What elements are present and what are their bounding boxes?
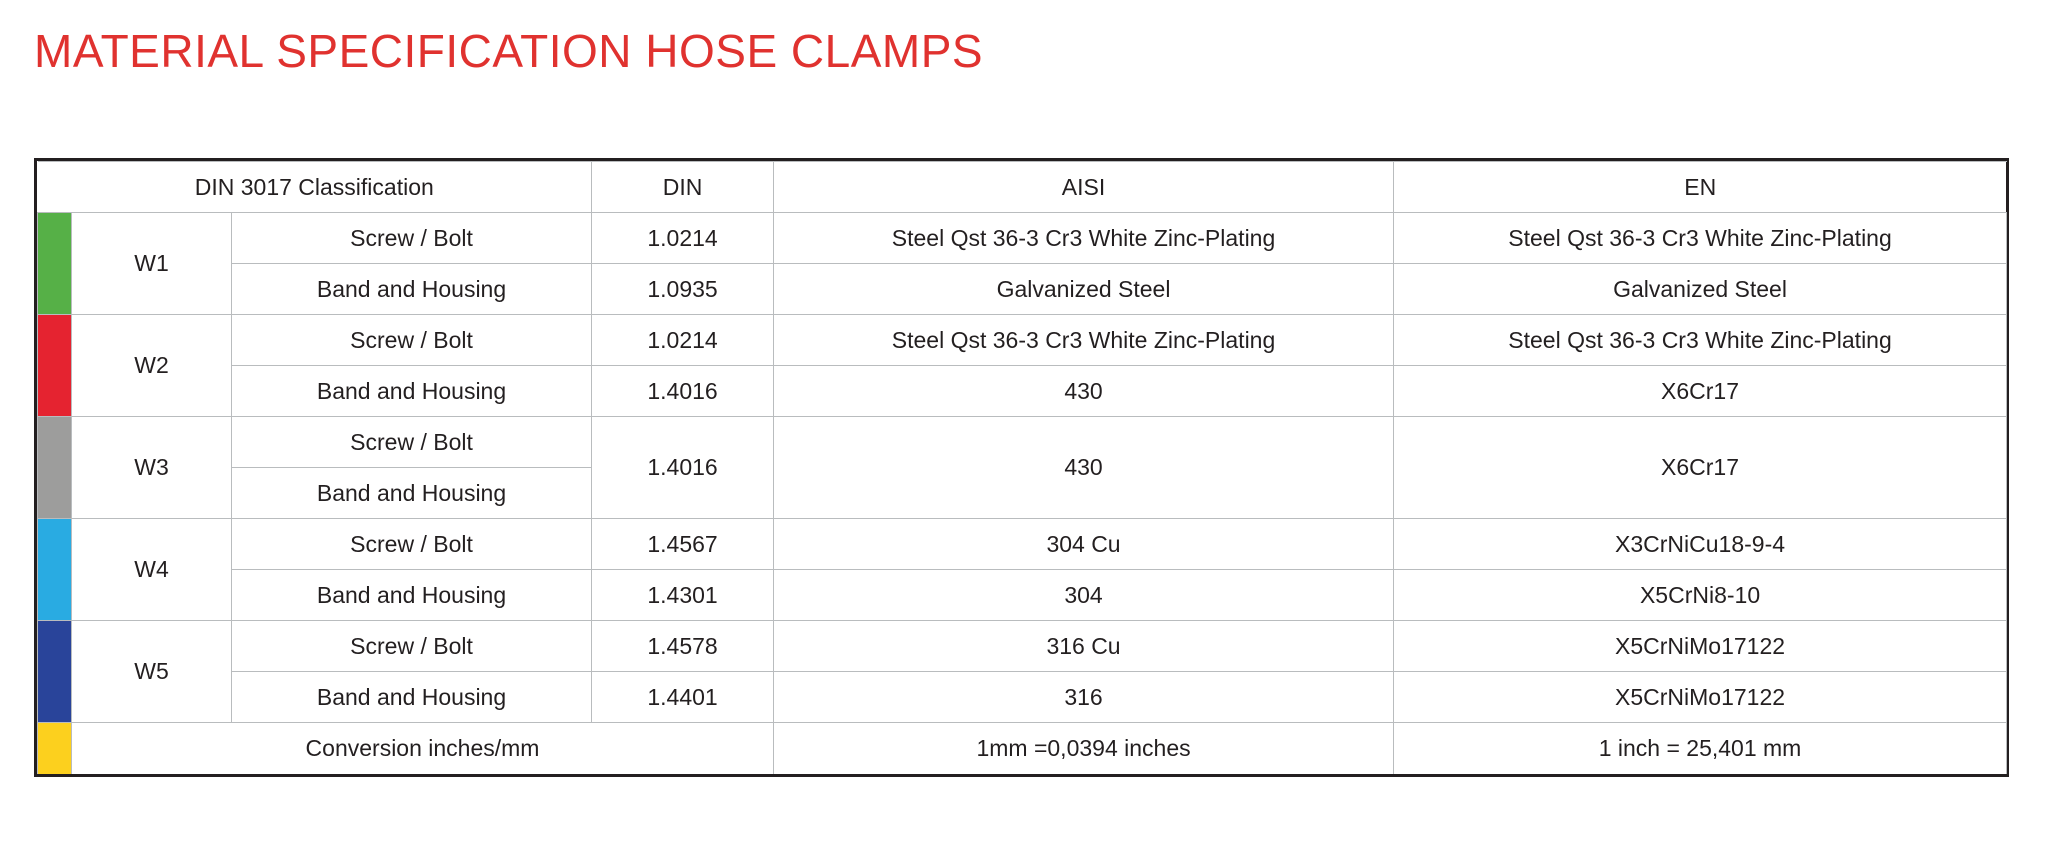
header-classification: DIN 3017 Classification — [38, 162, 592, 213]
din-value: 1.0214 — [592, 213, 774, 264]
din-value: 1.0935 — [592, 264, 774, 315]
class-label-w1: W1 — [72, 213, 232, 315]
part-label: Screw / Bolt — [232, 213, 592, 264]
en-value: X3CrNiCu18-9-4 — [1394, 519, 2007, 570]
part-label: Band and Housing — [232, 570, 592, 621]
class-label-w4: W4 — [72, 519, 232, 621]
table-row — [38, 366, 2007, 417]
part-label: Band and Housing — [232, 468, 592, 519]
color-swatch-w2 — [38, 315, 72, 417]
table-row — [38, 570, 2007, 621]
part-label: Screw / Bolt — [232, 621, 592, 672]
header-din: DIN — [592, 162, 774, 213]
class-label-w3: W3 — [72, 417, 232, 519]
table-row — [38, 417, 2007, 468]
din-value: 1.0214 — [592, 315, 774, 366]
en-value: X5CrNiMo17122 — [1394, 672, 2007, 723]
material-specification-table — [34, 158, 2009, 777]
color-swatch-w3 — [38, 417, 72, 519]
color-swatch-w1 — [38, 213, 72, 315]
en-value: Galvanized Steel — [1394, 264, 2007, 315]
en-value: X6Cr17 — [1394, 417, 2007, 519]
color-swatch-w5 — [38, 621, 72, 723]
aisi-value: 316 — [774, 672, 1394, 723]
conversion-en-value: 1 inch = 25,401 mm — [1394, 723, 2007, 774]
aisi-value: Steel Qst 36-3 Cr3 White Zinc-Plating — [774, 315, 1394, 366]
page-title: MATERIAL SPECIFICATION HOSE CLAMPS — [34, 25, 984, 77]
table-row — [38, 213, 2007, 264]
en-value: X5CrNi8-10 — [1394, 570, 2007, 621]
part-label: Screw / Bolt — [232, 519, 592, 570]
table-row — [38, 672, 2007, 723]
aisi-value: Galvanized Steel — [774, 264, 1394, 315]
en-value: X6Cr17 — [1394, 366, 2007, 417]
din-value: 1.4016 — [592, 366, 774, 417]
en-value: Steel Qst 36-3 Cr3 White Zinc-Plating — [1394, 315, 2007, 366]
aisi-value: 430 — [774, 366, 1394, 417]
part-label: Screw / Bolt — [232, 315, 592, 366]
aisi-value: 316 Cu — [774, 621, 1394, 672]
header-en: EN — [1394, 162, 2007, 213]
din-value: 1.4401 — [592, 672, 774, 723]
part-label: Band and Housing — [232, 672, 592, 723]
aisi-value: 430 — [774, 417, 1394, 519]
conversion-aisi-value: 1mm =0,0394 inches — [774, 723, 1394, 774]
table-row-conversion — [38, 723, 2007, 774]
table-row — [38, 315, 2007, 366]
conversion-label: Conversion inches/mm — [72, 723, 774, 774]
part-label: Band and Housing — [232, 366, 592, 417]
header-aisi: AISI — [774, 162, 1394, 213]
class-label-w2: W2 — [72, 315, 232, 417]
color-swatch-conversion — [38, 723, 72, 774]
table-row — [38, 264, 2007, 315]
table-row — [38, 519, 2007, 570]
din-value: 1.4578 — [592, 621, 774, 672]
table-row — [38, 621, 2007, 672]
en-value: X5CrNiMo17122 — [1394, 621, 2007, 672]
aisi-value: Steel Qst 36-3 Cr3 White Zinc-Plating — [774, 213, 1394, 264]
din-value: 1.4301 — [592, 570, 774, 621]
din-value: 1.4016 — [592, 417, 774, 519]
part-label: Screw / Bolt — [232, 417, 592, 468]
class-label-w5: W5 — [72, 621, 232, 723]
aisi-value: 304 Cu — [774, 519, 1394, 570]
din-value: 1.4567 — [592, 519, 774, 570]
part-label: Band and Housing — [232, 264, 592, 315]
aisi-value: 304 — [774, 570, 1394, 621]
color-swatch-w4 — [38, 519, 72, 621]
table-header-row — [38, 162, 2007, 213]
en-value: Steel Qst 36-3 Cr3 White Zinc-Plating — [1394, 213, 2007, 264]
